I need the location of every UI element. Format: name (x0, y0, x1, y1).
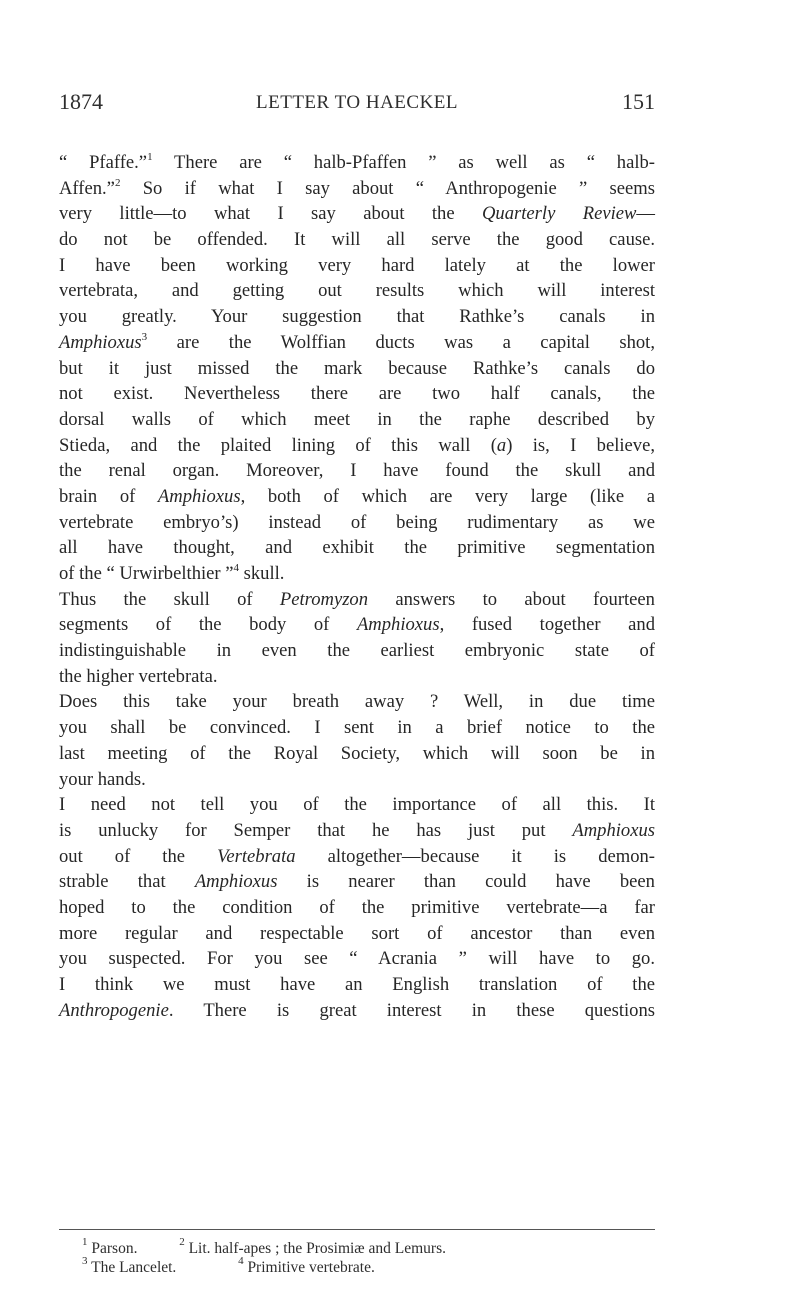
text-line: I think we must have an English translation of the (59, 974, 655, 995)
footnote-ref: 3 (141, 330, 148, 343)
footnote-text: Lit. half-apes ; the Prosimiæ and Lemurs. (188, 1240, 447, 1257)
footnote-mark: 3 (82, 1255, 88, 1267)
text-line: but it just missed the mark because Rathke’s canals do (59, 357, 655, 379)
footnote-mark: 1 (82, 1236, 88, 1248)
footnote-ref: 1 (147, 151, 153, 163)
text-line: Does this take your breath away ? Well, in due time (59, 691, 655, 713)
footnote-ref: 4 (233, 562, 239, 574)
header-year: 1874 (59, 89, 103, 114)
text-line: last meeting of the Royal Society, which will soon be in (59, 742, 655, 764)
text-line: I need not tell you of the importance of all this. It (59, 794, 655, 816)
footnote-text: Parson. (91, 1240, 138, 1257)
text-line: your hands. (59, 768, 146, 790)
text-line: indistinguishable in even the earliest embryonic state of (59, 640, 655, 662)
footnote-ref: 2 (114, 176, 121, 189)
letter-body (59, 150, 655, 1023)
text-line: the renal organ. Moreover, I have found the skull and (59, 460, 655, 482)
text-line: do not be offended. It will all serve the good cause. (59, 229, 655, 251)
running-header (59, 89, 655, 119)
text-line: Thus the skull of Petromyzon answers to about fourteen (59, 588, 655, 610)
text-line: Stieda, and the plaited lining of this wall (a) is, I believe, (59, 434, 655, 456)
text-line: I have been working very hard lately at the lower (59, 254, 655, 276)
text-line: all have thought, and exhibit the primitive segmentation (59, 537, 655, 559)
text-line: more regular and respectable sort of ancestor than even (59, 922, 655, 944)
text-line: hoped to the condition of the primitive vertebrate—a far (59, 896, 655, 918)
page-number: 151 (622, 89, 655, 114)
text-line: dorsal walls of which meet in the raphe described by (59, 408, 655, 430)
text-line: “ Pfaffe.”$^1$ There are “ halb-Pfaffen ” as well as “ halb- (59, 151, 655, 173)
text-line: of the “ Urwirbelthier ”$^4$ skull. (59, 562, 285, 584)
text-line: Anthropogenie. There is great interest in these questions (59, 999, 655, 1021)
text-line: vertebrata, and getting out results which will interest (59, 280, 655, 302)
text-line: you shall be convinced. I sent in a brief notice to the (59, 717, 655, 739)
text-line: vertebrate embryo’s) instead of being rudimentary as we (59, 511, 655, 533)
footnote-divider (59, 1229, 655, 1230)
footnote-mark: 4 (238, 1255, 244, 1267)
footnote-mark: 2 (179, 1236, 185, 1248)
text-line: very little—to what I say about the Quarterly Review— (59, 203, 655, 225)
text-line: Amphioxus$^3$ are the Wolffian ducts was a capital shot, (59, 330, 655, 353)
text-line: not exist. Nevertheless there are two half canals, the (59, 383, 655, 405)
header-title: LETTER TO HAECKEL (256, 92, 458, 113)
text-line: out of the Vertebrata altogether—because it is demon- (59, 845, 655, 867)
text-line: brain of Amphioxus, both of which are very large (like a (59, 485, 655, 507)
footnote-text: Primitive vertebrate. (247, 1259, 375, 1276)
footnote-row (82, 1255, 375, 1277)
footnote-row (82, 1236, 447, 1258)
text-line: Affen.”$^2$ So if what I say about “ Anthropogenie ” seems (59, 176, 655, 199)
text-line: you greatly. Your suggestion that Rathke’s canals in (59, 306, 655, 328)
text-line: the higher vertebrata. (59, 665, 218, 687)
text-line: is unlucky for Semper that he has just put Amphioxus (59, 819, 655, 841)
text-line: strable that Amphioxus is nearer than could have been (59, 871, 655, 893)
footnote-text: The Lancelet. (91, 1259, 177, 1276)
text-line: you suspected. For you see “ Acrania ” will have to go. (59, 948, 655, 970)
text-line: segments of the body of Amphioxus, fused together and (59, 614, 655, 636)
